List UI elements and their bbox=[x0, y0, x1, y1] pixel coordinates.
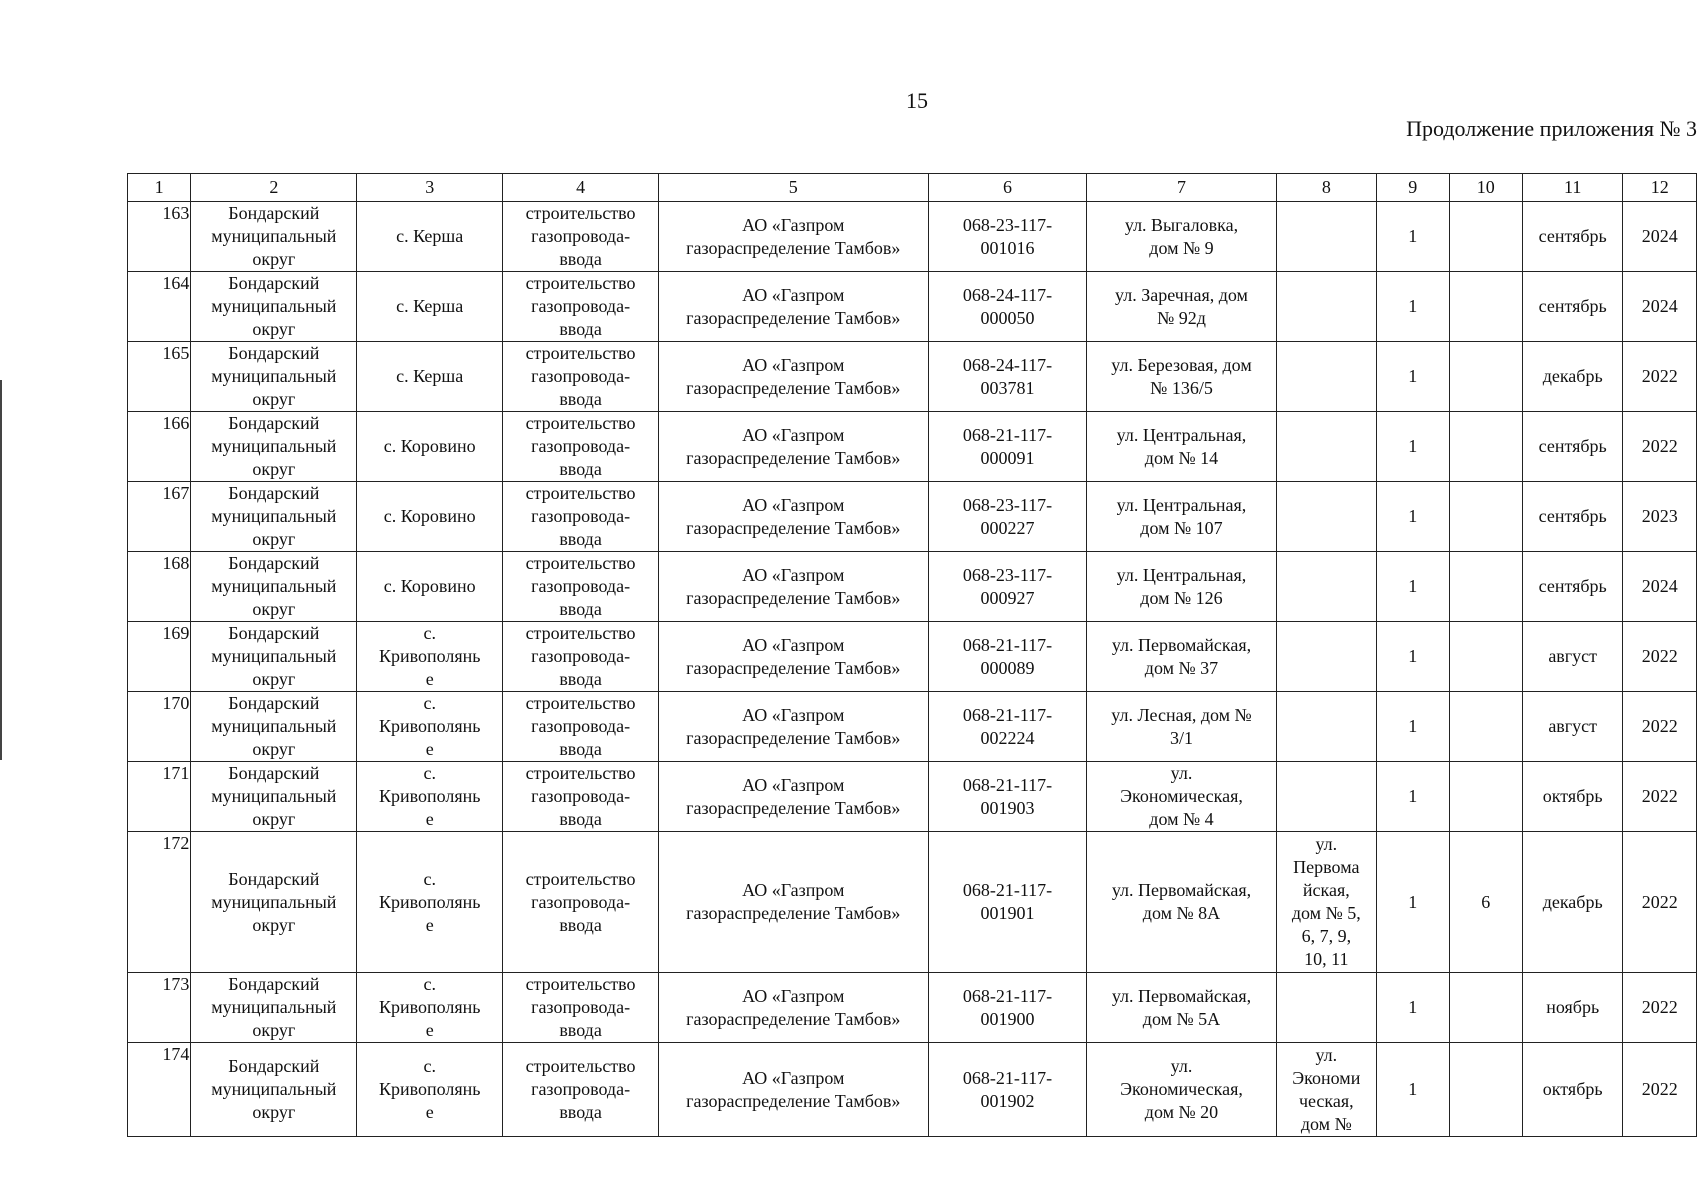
column-10-cell bbox=[1449, 1043, 1522, 1137]
work-type-cell: строительство газопровода- ввода bbox=[503, 973, 659, 1043]
address-cell: ул. Первомайская, дом № 37 bbox=[1087, 622, 1276, 692]
column-header: 2 bbox=[191, 174, 357, 202]
row-number-cell: 169 bbox=[128, 622, 191, 692]
district-cell: Бондарский муниципальный округ bbox=[191, 552, 357, 622]
organization-cell: АО «Газпром газораспределение Тамбов» bbox=[659, 272, 929, 342]
column-header: 4 bbox=[503, 174, 659, 202]
settlement-cell: с. Кривополянь е bbox=[357, 1043, 503, 1137]
address-cell: ул. Первомайская, дом № 5А bbox=[1087, 973, 1276, 1043]
work-type-cell: строительство газопровода- ввода bbox=[503, 552, 659, 622]
column-9-cell: 1 bbox=[1377, 762, 1449, 832]
settlement-cell: с. Коровино bbox=[357, 412, 503, 482]
row-number-cell: 165 bbox=[128, 342, 191, 412]
column-header: 6 bbox=[928, 174, 1087, 202]
object-code-cell: 068-24-117- 000050 bbox=[928, 272, 1087, 342]
column-header: 1 bbox=[128, 174, 191, 202]
column-10-cell bbox=[1449, 622, 1522, 692]
district-cell: Бондарский муниципальный округ bbox=[191, 1043, 357, 1137]
extra-address-cell bbox=[1276, 762, 1377, 832]
column-10-cell bbox=[1449, 342, 1522, 412]
row-number-cell: 166 bbox=[128, 412, 191, 482]
column-header: 5 bbox=[659, 174, 929, 202]
column-9-cell: 1 bbox=[1377, 272, 1449, 342]
row-number-cell: 171 bbox=[128, 762, 191, 832]
year-cell: 2024 bbox=[1623, 272, 1697, 342]
row-number-cell: 174 bbox=[128, 1043, 191, 1137]
row-number-cell: 167 bbox=[128, 482, 191, 552]
row-number-cell: 168 bbox=[128, 552, 191, 622]
column-10-cell bbox=[1449, 272, 1522, 342]
district-cell: Бондарский муниципальный округ bbox=[191, 622, 357, 692]
extra-address-cell bbox=[1276, 482, 1377, 552]
year-cell: 2022 bbox=[1623, 1043, 1697, 1137]
row-number-cell: 163 bbox=[128, 202, 191, 272]
table-row bbox=[128, 692, 1697, 762]
address-cell: ул. Экономическая, дом № 20 bbox=[1087, 1043, 1276, 1137]
row-number-cell: 164 bbox=[128, 272, 191, 342]
settlement-cell: с. Кривополянь е bbox=[357, 832, 503, 973]
month-cell: сентябрь bbox=[1522, 272, 1623, 342]
address-cell: ул. Березовая, дом № 136/5 bbox=[1087, 342, 1276, 412]
settlement-cell: с. Керша bbox=[357, 342, 503, 412]
register-table bbox=[127, 173, 1697, 1137]
column-10-cell bbox=[1449, 973, 1522, 1043]
work-type-cell: строительство газопровода- ввода bbox=[503, 342, 659, 412]
work-type-cell: строительство газопровода- ввода bbox=[503, 202, 659, 272]
extra-address-cell bbox=[1276, 272, 1377, 342]
object-code-cell: 068-21-117- 001902 bbox=[928, 1043, 1087, 1137]
month-cell: ноябрь bbox=[1522, 973, 1623, 1043]
column-9-cell: 1 bbox=[1377, 342, 1449, 412]
object-code-cell: 068-21-117- 001900 bbox=[928, 973, 1087, 1043]
extra-address-cell: ул. Экономи ческая, дом № bbox=[1276, 1043, 1377, 1137]
settlement-cell: с. Коровино bbox=[357, 482, 503, 552]
object-code-cell: 068-21-117- 002224 bbox=[928, 692, 1087, 762]
district-cell: Бондарский муниципальный округ bbox=[191, 342, 357, 412]
year-cell: 2022 bbox=[1623, 832, 1697, 973]
organization-cell: АО «Газпром газораспределение Тамбов» bbox=[659, 482, 929, 552]
address-cell: ул. Центральная, дом № 14 bbox=[1087, 412, 1276, 482]
object-code-cell: 068-21-117- 000091 bbox=[928, 412, 1087, 482]
table-row bbox=[128, 482, 1697, 552]
district-cell: Бондарский муниципальный округ bbox=[191, 482, 357, 552]
work-type-cell: строительство газопровода- ввода bbox=[503, 692, 659, 762]
column-9-cell: 1 bbox=[1377, 552, 1449, 622]
object-code-cell: 068-23-117- 001016 bbox=[928, 202, 1087, 272]
extra-address-cell bbox=[1276, 973, 1377, 1043]
object-code-cell: 068-24-117- 003781 bbox=[928, 342, 1087, 412]
address-cell: ул. Центральная, дом № 107 bbox=[1087, 482, 1276, 552]
column-9-cell: 1 bbox=[1377, 482, 1449, 552]
work-type-cell: строительство газопровода- ввода bbox=[503, 832, 659, 973]
work-type-cell: строительство газопровода- ввода bbox=[503, 762, 659, 832]
district-cell: Бондарский муниципальный округ bbox=[191, 202, 357, 272]
year-cell: 2022 bbox=[1623, 342, 1697, 412]
work-type-cell: строительство газопровода- ввода bbox=[503, 412, 659, 482]
row-number-cell: 170 bbox=[128, 692, 191, 762]
extra-address-cell bbox=[1276, 342, 1377, 412]
work-type-cell: строительство газопровода- ввода bbox=[503, 1043, 659, 1137]
table-row bbox=[128, 1043, 1697, 1137]
year-cell: 2023 bbox=[1623, 482, 1697, 552]
continuation-title: Продолжение приложения № 3 bbox=[1406, 116, 1697, 141]
month-cell: октябрь bbox=[1522, 762, 1623, 832]
table-row bbox=[128, 832, 1697, 973]
organization-cell: АО «Газпром газораспределение Тамбов» bbox=[659, 692, 929, 762]
column-9-cell: 1 bbox=[1377, 622, 1449, 692]
object-code-cell: 068-23-117- 000227 bbox=[928, 482, 1087, 552]
address-cell: ул. Центральная, дом № 126 bbox=[1087, 552, 1276, 622]
month-cell: декабрь bbox=[1522, 342, 1623, 412]
organization-cell: АО «Газпром газораспределение Тамбов» bbox=[659, 342, 929, 412]
column-header: 8 bbox=[1276, 174, 1377, 202]
work-type-cell: строительство газопровода- ввода bbox=[503, 482, 659, 552]
year-cell: 2022 bbox=[1623, 762, 1697, 832]
year-cell: 2022 bbox=[1623, 412, 1697, 482]
year-cell: 2024 bbox=[1623, 552, 1697, 622]
column-9-cell: 1 bbox=[1377, 832, 1449, 973]
object-code-cell: 068-21-117- 000089 bbox=[928, 622, 1087, 692]
organization-cell: АО «Газпром газораспределение Тамбов» bbox=[659, 622, 929, 692]
scan-edge-mark bbox=[0, 380, 2, 760]
settlement-cell: с. Кривополянь е bbox=[357, 762, 503, 832]
work-type-cell: строительство газопровода- ввода bbox=[503, 622, 659, 692]
settlement-cell: с. Кривополянь е bbox=[357, 622, 503, 692]
month-cell: сентябрь bbox=[1522, 552, 1623, 622]
column-10-cell bbox=[1449, 202, 1522, 272]
organization-cell: АО «Газпром газораспределение Тамбов» bbox=[659, 1043, 929, 1137]
settlement-cell: с. Керша bbox=[357, 272, 503, 342]
district-cell: Бондарский муниципальный округ bbox=[191, 762, 357, 832]
settlement-cell: с. Коровино bbox=[357, 552, 503, 622]
address-cell: ул. Лесная, дом № 3/1 bbox=[1087, 692, 1276, 762]
month-cell: август bbox=[1522, 692, 1623, 762]
address-cell: ул. Выгаловка, дом № 9 bbox=[1087, 202, 1276, 272]
district-cell: Бондарский муниципальный округ bbox=[191, 272, 357, 342]
object-code-cell: 068-21-117- 001901 bbox=[928, 832, 1087, 973]
year-cell: 2022 bbox=[1623, 692, 1697, 762]
column-9-cell: 1 bbox=[1377, 412, 1449, 482]
page-number: 15 bbox=[906, 88, 928, 113]
column-10-cell: 6 bbox=[1449, 832, 1522, 973]
column-header: 12 bbox=[1623, 174, 1697, 202]
month-cell: сентябрь bbox=[1522, 202, 1623, 272]
settlement-cell: с. Кривополянь е bbox=[357, 692, 503, 762]
extra-address-cell bbox=[1276, 412, 1377, 482]
extra-address-cell bbox=[1276, 552, 1377, 622]
column-header: 11 bbox=[1522, 174, 1623, 202]
month-cell: сентябрь bbox=[1522, 412, 1623, 482]
column-9-cell: 1 bbox=[1377, 1043, 1449, 1137]
column-9-cell: 1 bbox=[1377, 973, 1449, 1043]
year-cell: 2022 bbox=[1623, 622, 1697, 692]
organization-cell: АО «Газпром газораспределение Тамбов» bbox=[659, 973, 929, 1043]
column-header: 9 bbox=[1377, 174, 1449, 202]
address-cell: ул. Первомайская, дом № 8А bbox=[1087, 832, 1276, 973]
work-type-cell: строительство газопровода- ввода bbox=[503, 272, 659, 342]
district-cell: Бондарский муниципальный округ bbox=[191, 412, 357, 482]
organization-cell: АО «Газпром газораспределение Тамбов» bbox=[659, 762, 929, 832]
object-code-cell: 068-23-117- 000927 bbox=[928, 552, 1087, 622]
column-10-cell bbox=[1449, 762, 1522, 832]
column-header: 3 bbox=[357, 174, 503, 202]
header-row bbox=[128, 174, 1697, 202]
district-cell: Бондарский муниципальный округ bbox=[191, 692, 357, 762]
column-9-cell: 1 bbox=[1377, 692, 1449, 762]
month-cell: август bbox=[1522, 622, 1623, 692]
organization-cell: АО «Газпром газораспределение Тамбов» bbox=[659, 832, 929, 973]
organization-cell: АО «Газпром газораспределение Тамбов» bbox=[659, 552, 929, 622]
extra-address-cell bbox=[1276, 692, 1377, 762]
column-10-cell bbox=[1449, 692, 1522, 762]
extra-address-cell bbox=[1276, 202, 1377, 272]
district-cell: Бондарский муниципальный округ bbox=[191, 973, 357, 1043]
column-header: 10 bbox=[1449, 174, 1522, 202]
year-cell: 2024 bbox=[1623, 202, 1697, 272]
column-10-cell bbox=[1449, 552, 1522, 622]
year-cell: 2022 bbox=[1623, 973, 1697, 1043]
table-row bbox=[128, 202, 1697, 272]
month-cell: сентябрь bbox=[1522, 482, 1623, 552]
column-header: 7 bbox=[1087, 174, 1276, 202]
table-row bbox=[128, 552, 1697, 622]
organization-cell: АО «Газпром газораспределение Тамбов» bbox=[659, 412, 929, 482]
organization-cell: АО «Газпром газораспределение Тамбов» bbox=[659, 202, 929, 272]
settlement-cell: с. Кривополянь е bbox=[357, 973, 503, 1043]
table-row bbox=[128, 412, 1697, 482]
table-row bbox=[128, 272, 1697, 342]
district-cell: Бондарский муниципальный округ bbox=[191, 832, 357, 973]
column-10-cell bbox=[1449, 482, 1522, 552]
column-9-cell: 1 bbox=[1377, 202, 1449, 272]
row-number-cell: 173 bbox=[128, 973, 191, 1043]
extra-address-cell bbox=[1276, 622, 1377, 692]
table-row bbox=[128, 973, 1697, 1043]
row-number-cell: 172 bbox=[128, 832, 191, 973]
table-row bbox=[128, 762, 1697, 832]
address-cell: ул. Заречная, дом № 92д bbox=[1087, 272, 1276, 342]
extra-address-cell: ул. Первома йская, дом № 5, 6, 7, 9, 10, 11 bbox=[1276, 832, 1377, 973]
address-cell: ул. Экономическая, дом № 4 bbox=[1087, 762, 1276, 832]
object-code-cell: 068-21-117- 001903 bbox=[928, 762, 1087, 832]
table-row bbox=[128, 342, 1697, 412]
month-cell: октябрь bbox=[1522, 1043, 1623, 1137]
settlement-cell: с. Керша bbox=[357, 202, 503, 272]
column-10-cell bbox=[1449, 412, 1522, 482]
month-cell: декабрь bbox=[1522, 832, 1623, 973]
table-row bbox=[128, 622, 1697, 692]
